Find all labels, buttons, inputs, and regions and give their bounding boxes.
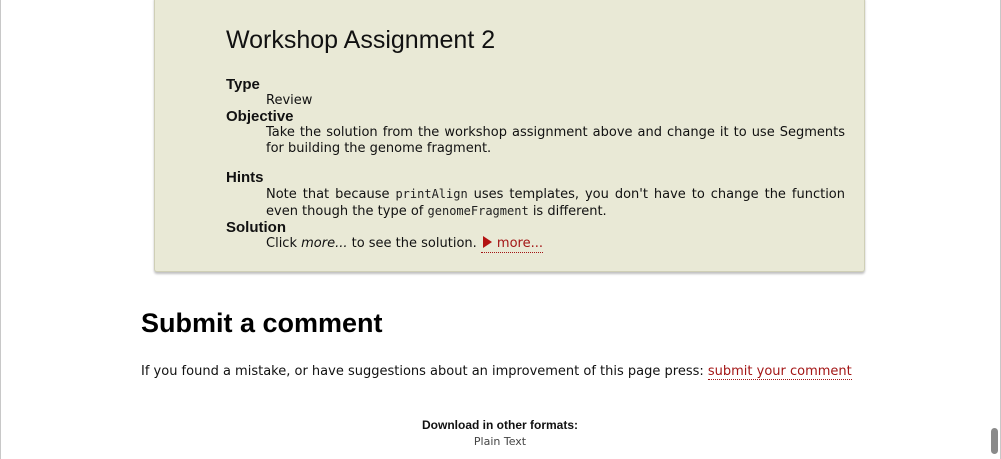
hints-label: Hints [226, 169, 264, 186]
comment-text: If you found a mistake, or have suggestions about an improvement of this page press: [141, 364, 708, 379]
submit-comment-heading: Submit a comment [141, 308, 383, 338]
hints-text-part: uses templates, you don't have to change the function even though the type of [266, 187, 845, 219]
expand-triangle-icon [483, 236, 492, 248]
solution-label: Solution [226, 219, 286, 236]
window-left-border [0, 0, 1, 459]
type-label: Type [226, 76, 260, 93]
solution-emphasis: more... [301, 236, 348, 251]
code-genome-fragment: genomeFragment [427, 204, 529, 218]
objective-text: Take the solution from the workshop assignment above and change it to use Segments for building the genome fragment. [266, 125, 845, 156]
objective-label: Objective [226, 108, 294, 125]
assignment-box [154, 0, 865, 272]
assignment-details [226, 77, 845, 252]
hints-text-part: Note that because [266, 187, 396, 202]
submit-comment-link[interactable]: submit your comment [707, 364, 852, 379]
hints-text-part: is different. [528, 204, 607, 219]
download-plain-text-link[interactable]: Plain Text [473, 435, 527, 448]
show-solution-link[interactable] [481, 236, 543, 253]
hints-text [266, 186, 845, 220]
download-formats [400, 418, 600, 448]
more-link-label: more... [496, 236, 543, 251]
solution-text-part: Click [266, 236, 302, 251]
solution-text-part: to see the solution. [347, 236, 477, 251]
type-value: Review [266, 93, 313, 108]
solution-text [266, 236, 845, 252]
download-label: Download in other formats: [422, 418, 578, 432]
comment-paragraph [141, 364, 852, 379]
assignment-title: Workshop Assignment 2 [226, 26, 496, 54]
scrollbar-thumb[interactable] [991, 428, 998, 454]
code-print-align: printAlign [395, 187, 468, 201]
